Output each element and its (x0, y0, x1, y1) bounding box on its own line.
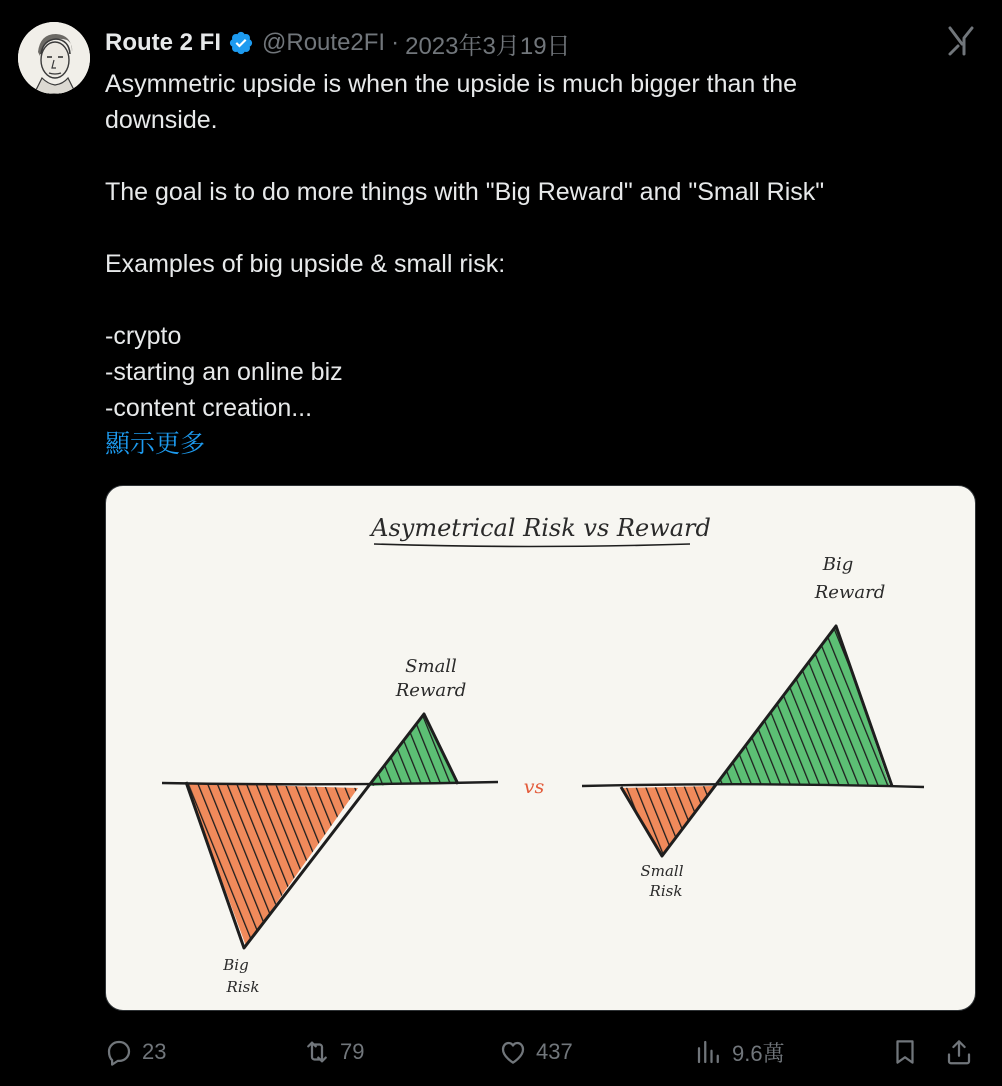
author-handle[interactable]: @Route2FI (262, 29, 386, 56)
right-downside-label-line1: Small (640, 862, 684, 880)
separator-dot: · (391, 29, 400, 56)
share-button[interactable] (944, 1034, 974, 1070)
views-icon (694, 1037, 724, 1067)
like-button[interactable] (498, 1034, 573, 1070)
share-icon (944, 1037, 974, 1067)
avatar[interactable] (18, 22, 90, 94)
left-panel (162, 656, 498, 996)
tweet-line: Asymmetric upside is when the upside is much bigger than the (105, 70, 798, 98)
right-upside-label-line2: Reward (814, 582, 886, 603)
right-upside-label-line1: Big (822, 554, 854, 575)
tweet-blank-line (105, 282, 965, 318)
like-count: 437 (536, 1039, 573, 1064)
post-date[interactable]: 2023年3月19日 (405, 32, 571, 60)
left-risk-hatch (186, 783, 358, 946)
reply-button[interactable] (104, 1034, 166, 1070)
show-more-link[interactable]: 顯示更多 (105, 430, 206, 458)
reply-count: 23 (142, 1039, 167, 1064)
right-axis-line (582, 784, 924, 787)
left-downside-label-line2: Risk (226, 978, 260, 996)
left-axis-line (162, 782, 498, 784)
right-downside-label-line2: Risk (649, 882, 683, 900)
diagram-title: Asymetrical Risk vs Reward (371, 514, 711, 542)
avatar-sketch-icon (18, 22, 90, 94)
tweet-media-image[interactable] (105, 485, 976, 1011)
verified-badge-icon (228, 30, 254, 56)
tweet-blank-line (105, 210, 965, 246)
retweet-button[interactable] (302, 1034, 364, 1070)
retweet-icon (302, 1037, 332, 1067)
left-downside-label-line1: Big (223, 956, 249, 974)
bookmark-icon (890, 1037, 920, 1067)
vs-label: vs (523, 776, 545, 798)
right-panel (582, 554, 924, 900)
reply-icon (104, 1037, 134, 1067)
tweet-line: Examples of big upside & small risk: (105, 250, 506, 278)
tweet-line: The goal is to do more things with "Big Reward" and "Small Risk" (105, 178, 825, 206)
grok-button[interactable] (944, 24, 978, 58)
tweet-line: -content creation... (105, 394, 313, 422)
views-count: 9.6萬 (732, 1040, 785, 1066)
risk-reward-diagram (106, 486, 976, 1011)
views-button[interactable] (694, 1034, 785, 1070)
tweet-line: -starting an online biz (105, 358, 343, 386)
tweet-header (105, 26, 571, 60)
grok-icon (944, 24, 978, 58)
tweet-line: downside. (105, 106, 218, 134)
tweet-line: -crypto (105, 322, 182, 350)
left-upside-label-line2: Reward (395, 680, 467, 701)
tweet-text (105, 66, 965, 426)
title-underline (374, 544, 690, 547)
tweet-blank-line (105, 138, 965, 174)
display-name[interactable]: Route 2 FI (105, 29, 222, 56)
bookmark-button[interactable] (890, 1034, 920, 1070)
right-risk-hatch (621, 786, 714, 854)
like-icon (498, 1037, 528, 1067)
retweet-count: 79 (340, 1039, 365, 1064)
left-upside-label-line1: Small (405, 656, 457, 677)
